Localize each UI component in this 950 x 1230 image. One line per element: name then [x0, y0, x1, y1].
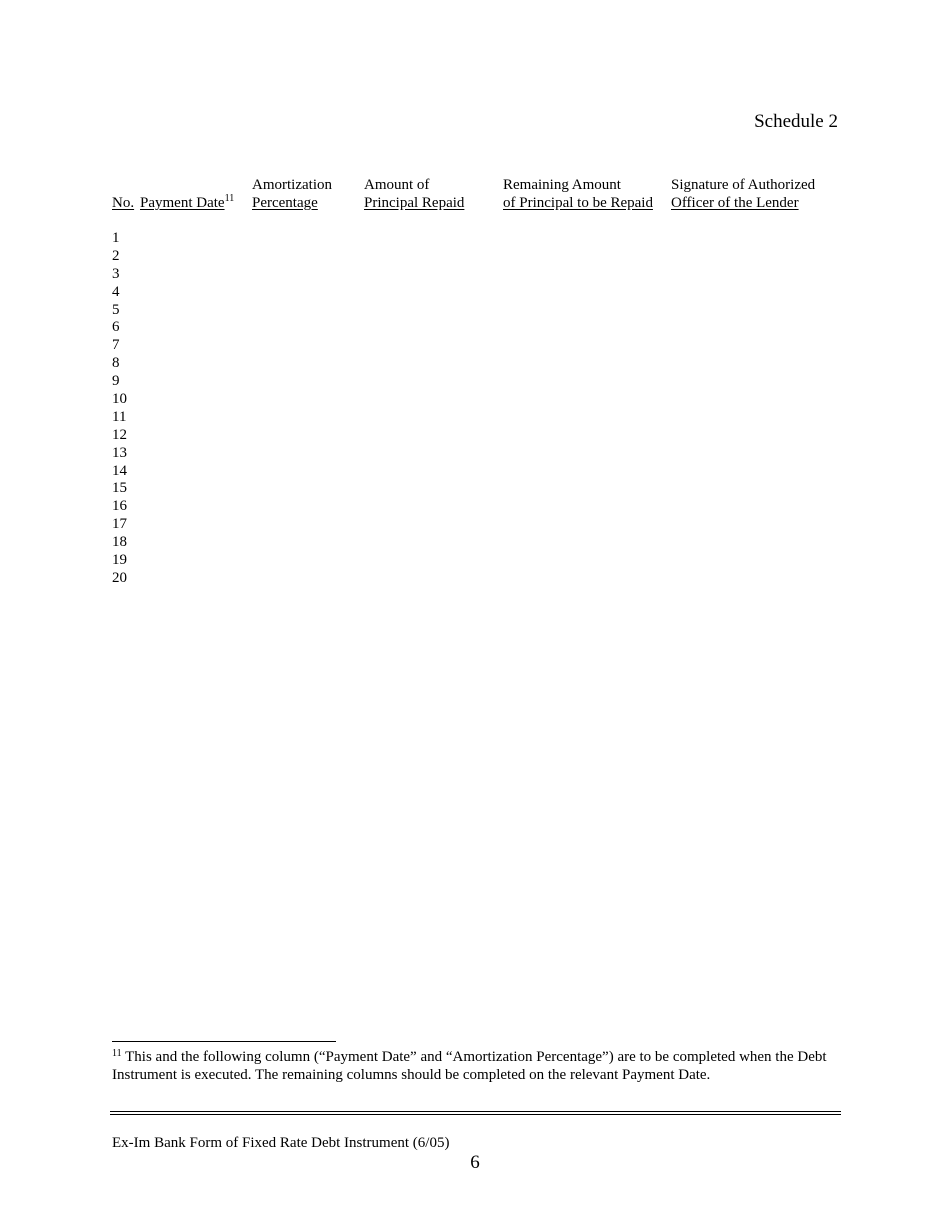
table-row-number: 18 [112, 534, 127, 551]
table-row-number: 19 [112, 552, 127, 569]
column-header-amortization-line1: Amortization [252, 177, 332, 193]
table-row-number: 10 [112, 391, 127, 408]
table-row-number: 15 [112, 480, 127, 497]
table-row-number: 7 [112, 337, 120, 354]
table-row-number: 2 [112, 247, 120, 264]
table-row-number: 12 [112, 426, 127, 443]
footnote-separator [112, 1041, 336, 1042]
column-header-principal-line1: Amount of [364, 177, 430, 193]
table-row-number: 16 [112, 498, 127, 515]
column-header-signature-line1: Signature of Authorized [671, 177, 816, 193]
page-number: 6 [470, 1152, 480, 1173]
footnote-11 [112, 1048, 832, 1084]
table-row-number: 5 [112, 301, 120, 318]
table-row-number: 17 [112, 516, 127, 533]
table-row-number: 14 [112, 462, 127, 479]
table-row-number: 13 [112, 444, 127, 461]
form-name: Ex-Im Bank Form of Fixed Rate Debt Instrument (6/05) [112, 1135, 450, 1151]
table-row-number: 6 [112, 319, 120, 336]
column-header-payment-date [140, 194, 234, 212]
footnote-marker: 11 [112, 1048, 122, 1059]
table-row-number: 3 [112, 265, 120, 282]
column-header-principal-repaid [364, 176, 464, 212]
schedule-title: Schedule 2 [754, 111, 838, 132]
column-header-signature-line2: Officer of the Lender [671, 195, 799, 211]
column-header-no [112, 194, 134, 212]
table-row-number: 1 [112, 230, 120, 246]
table-row-number: 9 [112, 373, 120, 390]
table-row-number: 20 [112, 569, 127, 586]
column-header-signature [671, 176, 815, 212]
column-header-principal-line2: Principal Repaid [364, 195, 465, 211]
column-header-remaining-line1: Remaining Amount [503, 177, 621, 193]
footnote-ref-11: 11 [224, 193, 235, 204]
column-header-remaining-amount [503, 176, 653, 212]
column-header-no-label: No. [112, 195, 135, 211]
column-header-amortization-line2: Percentage [252, 195, 318, 211]
footer-double-rule [110, 1111, 841, 1115]
table-row-number: 8 [112, 355, 120, 372]
column-header-remaining-line2: of Principal to be Repaid [503, 195, 653, 211]
column-header-amortization [252, 176, 332, 212]
table-row-number: 4 [112, 283, 120, 300]
footnote-text: This and the following column (“Payment Date” and “Amortization Percentage”) are to be completed when the Debt Instrument is executed. The remaining columns should be completed on the relevant Payment Date. [112, 1049, 827, 1083]
table-row-number: 11 [112, 408, 127, 425]
payment-rows [112, 230, 127, 588]
column-header-payment-date-label: Payment Date [140, 195, 225, 211]
